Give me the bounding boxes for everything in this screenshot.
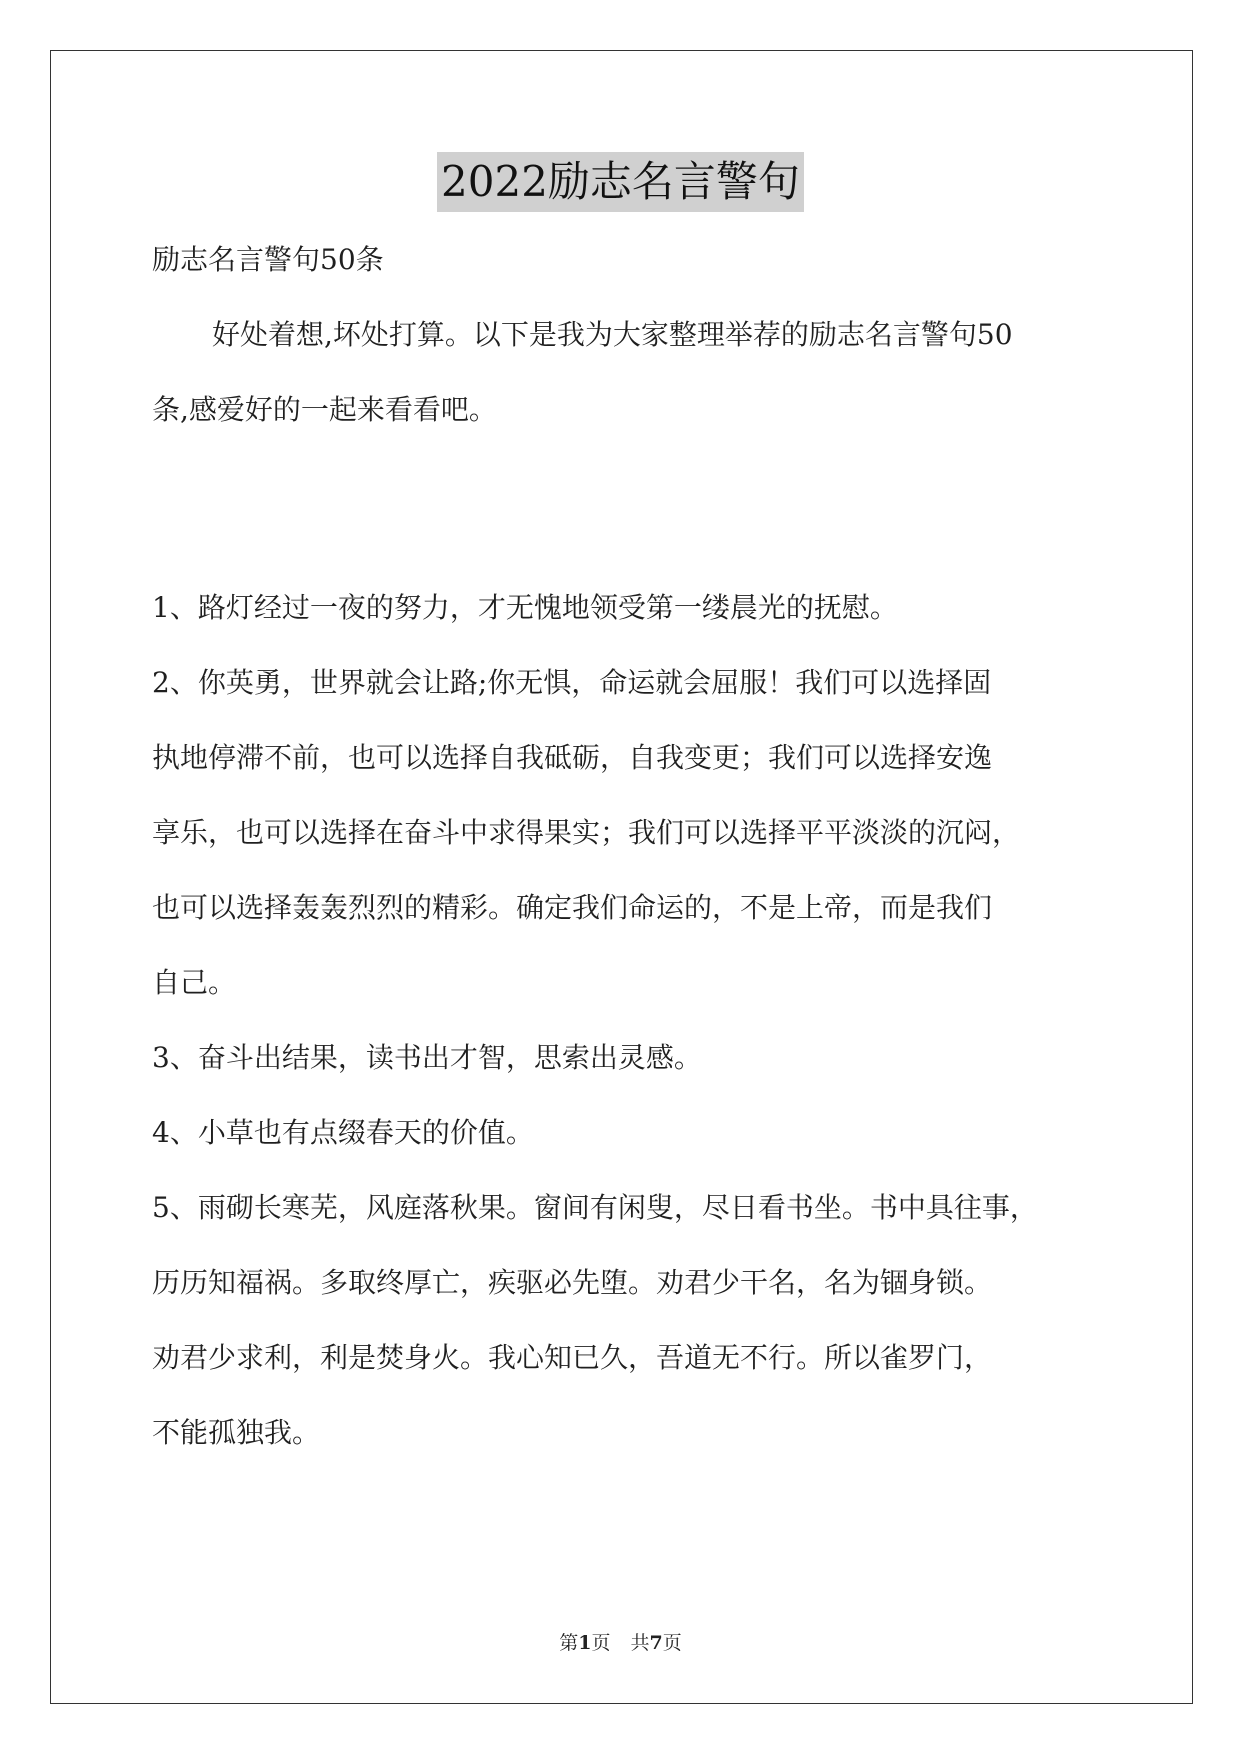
total-pages: 7: [649, 1632, 663, 1654]
page-footer: [0, 1630, 1241, 1656]
page-number: 1: [578, 1632, 592, 1654]
page-prefix: 第: [559, 1632, 579, 1654]
title-container: [0, 152, 1241, 212]
quote-line: 历历知福祸。多取终厚亡，疾驱必先堕。劝君少干名，名为锢身锁。: [152, 1266, 993, 1299]
intro-paragraph-line-2: 条,感爱好的一起来看看吧。: [152, 393, 497, 426]
quote-line: 不能孤独我。: [152, 1416, 321, 1449]
total-prefix: 共: [630, 1632, 650, 1654]
quote-line: 3、奋斗出结果，读书出才智，思索出灵感。: [152, 1041, 702, 1074]
quote-line: 1、路灯经过一夜的努力，才无愧地领受第一缕晨光的抚慰。: [152, 591, 898, 624]
page-suffix: 页: [591, 1632, 611, 1654]
quote-line: 4、小草也有点缀春天的价值。: [152, 1116, 534, 1149]
quote-line: 2、你英勇，世界就会让路;你无惧，命运就会屈服！我们可以选择固: [152, 666, 992, 699]
page-border: [50, 50, 1193, 1704]
quote-line: 也可以选择轰轰烈烈的精彩。确定我们命运的，不是上帝，而是我们: [152, 891, 993, 924]
quote-line: 5、雨砌长寒芜，风庭落秋果。窗间有闲叟，尽日看书坐。书中具往事，: [152, 1191, 1038, 1224]
document-subtitle: 励志名言警句50条: [152, 243, 384, 276]
intro-paragraph-line-1: 好处着想,坏处打算。以下是我为大家整理举荐的励志名言警句50: [212, 318, 1013, 351]
total-suffix: 页: [662, 1632, 682, 1654]
quote-line: 执地停滞不前，也可以选择自我砥砺，自我变更；我们可以选择安逸: [152, 741, 993, 774]
quote-line: 享乐，也可以选择在奋斗中求得果实；我们可以选择平平淡淡的沉闷，: [152, 816, 1021, 849]
quote-line: 自己。: [152, 966, 237, 999]
document-title: 2022励志名言警句: [437, 152, 804, 212]
quote-line: 劝君少求利，利是焚身火。我心知已久，吾道无不行。所以雀罗门，: [152, 1341, 993, 1374]
